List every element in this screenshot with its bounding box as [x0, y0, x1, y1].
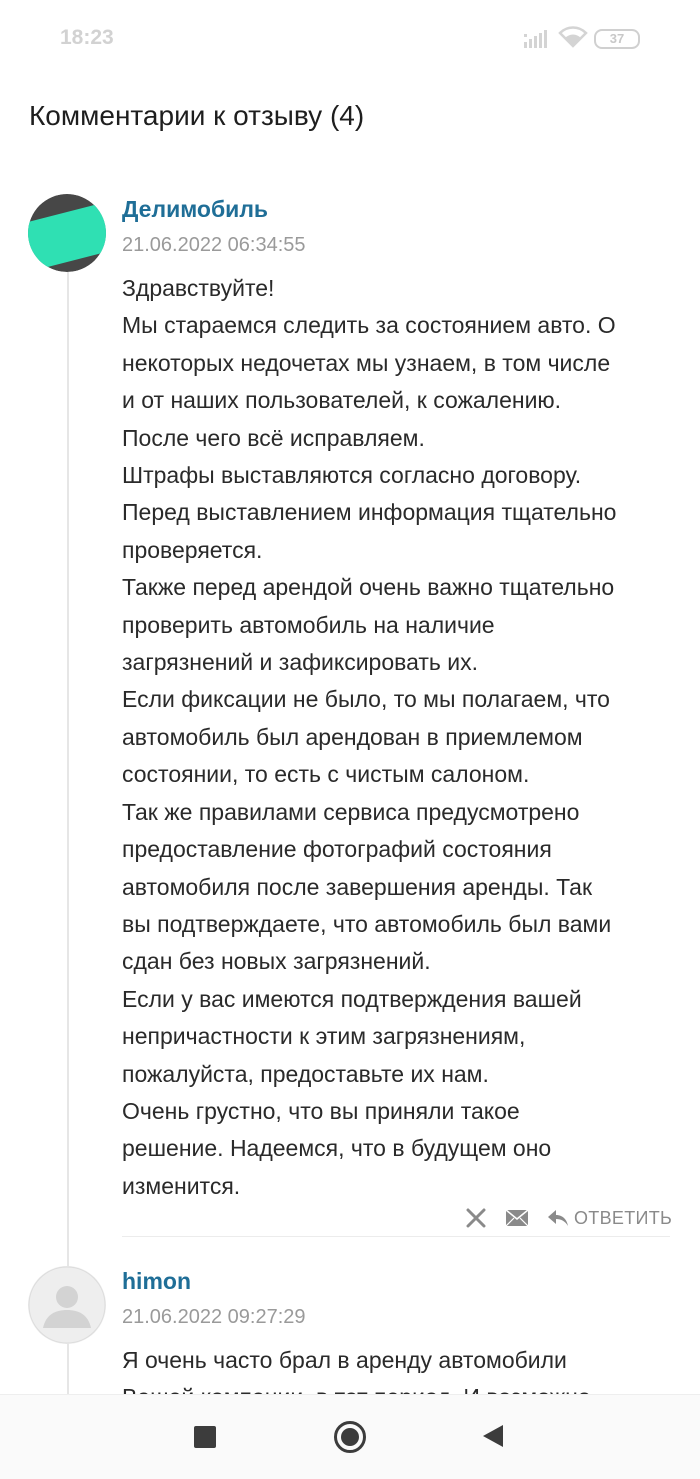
comment-author[interactable]: himon [122, 1268, 191, 1294]
comment-date: 21.06.2022 06:34:55 [122, 234, 306, 256]
comment-line: проверить автомобиль на наличие [122, 611, 495, 638]
comment-line: Перед выставлением информация тщательно [122, 499, 617, 526]
comment-line: состоянии, то есть с чистым салоном. [122, 761, 530, 788]
wifi-icon [558, 26, 588, 48]
comment-line: и от наших пользователей, к сожалению. [122, 387, 562, 414]
comment-divider [122, 1236, 670, 1237]
comment-line: Так же правилами сервиса предусмотрено [122, 798, 580, 825]
comment-line: Очень грустно, что вы приняли такое [122, 1097, 520, 1124]
avatar[interactable] [28, 194, 106, 272]
close-icon[interactable] [466, 1208, 486, 1228]
comment-line: решение. Надеемся, что в будущем оно [122, 1135, 552, 1162]
comment-line: Если у вас имеются подтверждения вашей [122, 985, 582, 1012]
comment-line: Штрафы выставляются согласно договору. [122, 462, 582, 489]
comment-line: изменится. [122, 1172, 241, 1199]
default-user-icon [28, 1266, 106, 1344]
recents-square-icon[interactable] [194, 1426, 216, 1448]
comment-line: После чего всё исправляем. [122, 424, 425, 451]
comment-line: некоторых недочетах мы узнаем, в том числе [122, 349, 611, 376]
page-title: Комментарии к отзыву (4) [29, 100, 365, 131]
delimobil-logo-icon [28, 194, 106, 272]
status-bar [0, 0, 700, 78]
avatar[interactable] [28, 1266, 106, 1344]
comment-line: автомобиль был арендован в приемлемом [122, 723, 583, 750]
comment-line: Я очень часто брал в аренду автомобили [122, 1347, 567, 1373]
envelope-icon[interactable] [506, 1210, 528, 1226]
comment-line: загрязнений и зафиксировать их. [122, 649, 479, 676]
status-time: 18:23 [60, 26, 114, 49]
comment-date: 21.06.2022 09:27:29 [122, 1306, 306, 1328]
comment-line: проверяется. [122, 536, 263, 563]
comment-line: непричастности к этим загрязнениям, [122, 1023, 526, 1050]
comment-line: Если фиксации не было, то мы полагаем, что [122, 686, 610, 713]
comment-line: Мы стараемся следить за состоянием авто. О [122, 312, 616, 339]
reply-arrow-icon[interactable] [547, 1209, 569, 1227]
comment-actions [122, 1198, 672, 1238]
comment-line: Также перед арендой очень важно тщательно [122, 574, 615, 601]
comment-text [122, 270, 682, 1205]
back-triangle-icon[interactable] [482, 1424, 504, 1448]
comment-line: предоставление фотографий состояния [122, 836, 552, 863]
system-nav-bar [0, 1394, 700, 1479]
comment-line: вы подтверждаете, что автомобиль был вами [122, 910, 612, 937]
comment-line: пожалуйста, предоставьте их нам. [122, 1060, 489, 1087]
comment-line: автомобиля после завершения аренды. Так [122, 873, 593, 900]
reply-button[interactable]: ОТВЕТИТЬ [574, 1208, 673, 1228]
battery-indicator: 37 [594, 29, 640, 49]
comment-line: Здравствуйте! [122, 275, 275, 301]
signal-icon [524, 28, 552, 48]
home-circle-icon[interactable] [333, 1420, 367, 1454]
thread-line [67, 272, 69, 1394]
comment-author[interactable]: Делимобиль [122, 196, 269, 222]
comment-line: сдан без новых загрязнений. [122, 948, 431, 975]
